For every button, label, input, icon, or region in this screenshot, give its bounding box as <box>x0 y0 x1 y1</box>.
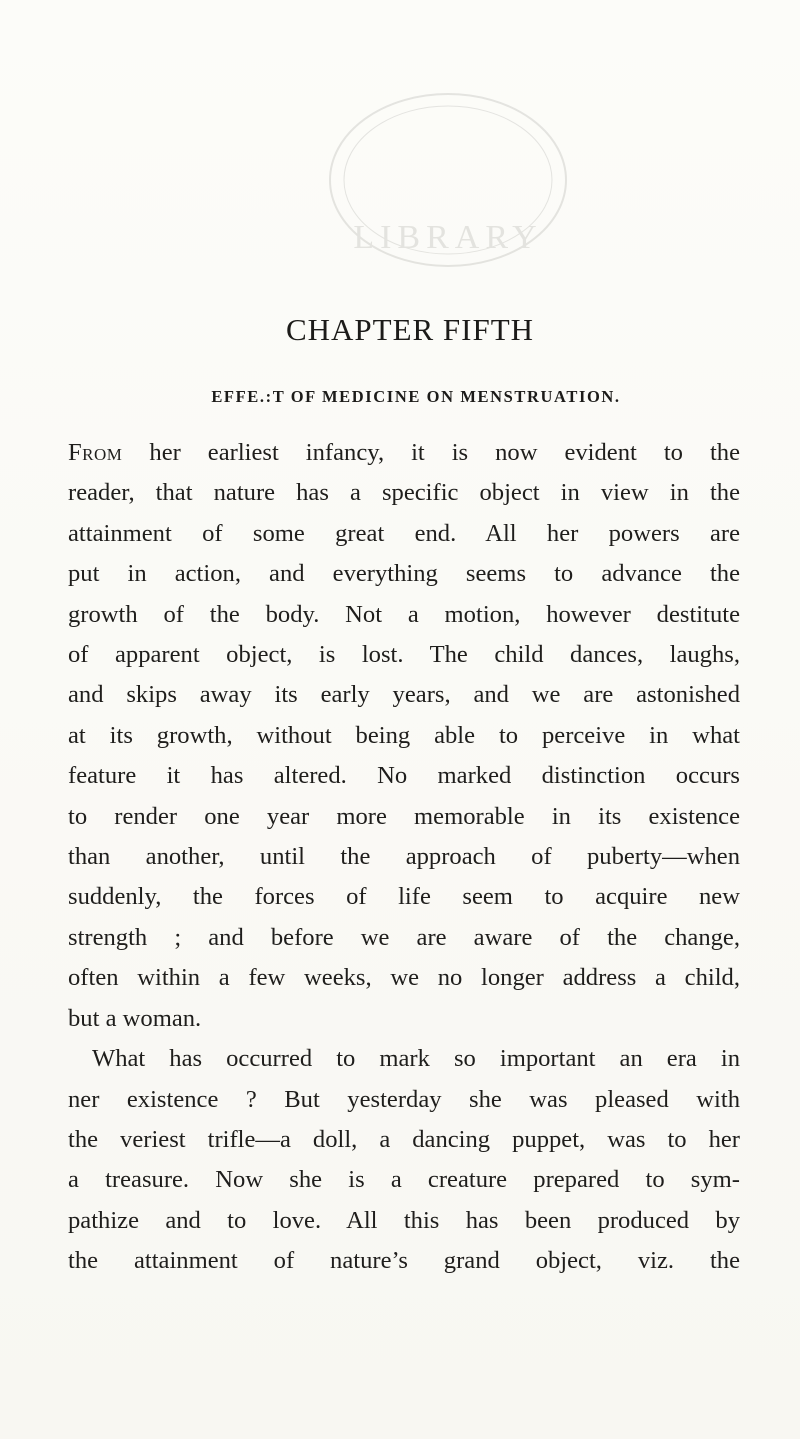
text-line: growth of the body. Not a motion, however destitute <box>68 600 740 628</box>
text-line: and skips away its early years, and we are astonished <box>68 681 740 709</box>
text-line: reader, that nature has a specific object in view in the <box>68 479 740 507</box>
text-line: feature it has altered. No marked distinction occurs <box>68 762 740 790</box>
text-line: than another, until the approach of puberty—when <box>68 843 740 871</box>
chapter-title: CHAPTER FIFTH <box>285 312 535 347</box>
chapter-subtitle: EFFE.:T OF MEDICINE ON MENSTRUATION. <box>211 387 621 406</box>
text-line: put in action, and everything seems to advance the <box>68 560 740 588</box>
stamp-text: LIBRARY <box>353 219 543 256</box>
text-line: often within a few weeks, we no longer address a child, <box>68 964 740 992</box>
body-text <box>68 433 740 1282</box>
text-line: ner existence ? But yesterday she was pleased with <box>68 1085 740 1113</box>
text-line <box>68 433 740 473</box>
first-word: From <box>68 439 123 466</box>
text-line: of apparent object, is lost. The child dances, laughs, <box>68 641 740 669</box>
text-line: to render one year more memorable in its existence <box>68 802 740 830</box>
text-line: at its growth, without being able to perceive in what <box>68 721 740 749</box>
text-line: suddenly, the forces of life seem to acquire new <box>68 883 740 911</box>
text-line: but a woman. <box>68 1004 202 1032</box>
text-line: the veriest trifle—a doll, a dancing puppet, was to her <box>68 1125 740 1153</box>
text-line: a treasure. Now she is a creature prepared to sym- <box>68 1166 740 1194</box>
text-line: the attainment of nature’s grand object, viz. the <box>68 1247 740 1275</box>
text-line: What has occurred to mark so important an era in <box>92 1045 740 1073</box>
library-stamp <box>318 80 578 280</box>
line-text: her earliest infancy, it is now evident to the <box>122 439 740 466</box>
text-line: pathize and to love. All this has been produced by <box>68 1206 740 1234</box>
text-line: strength ; and before we are aware of the change, <box>68 923 740 951</box>
text-line: attainment of some great end. All her powers are <box>68 519 740 547</box>
